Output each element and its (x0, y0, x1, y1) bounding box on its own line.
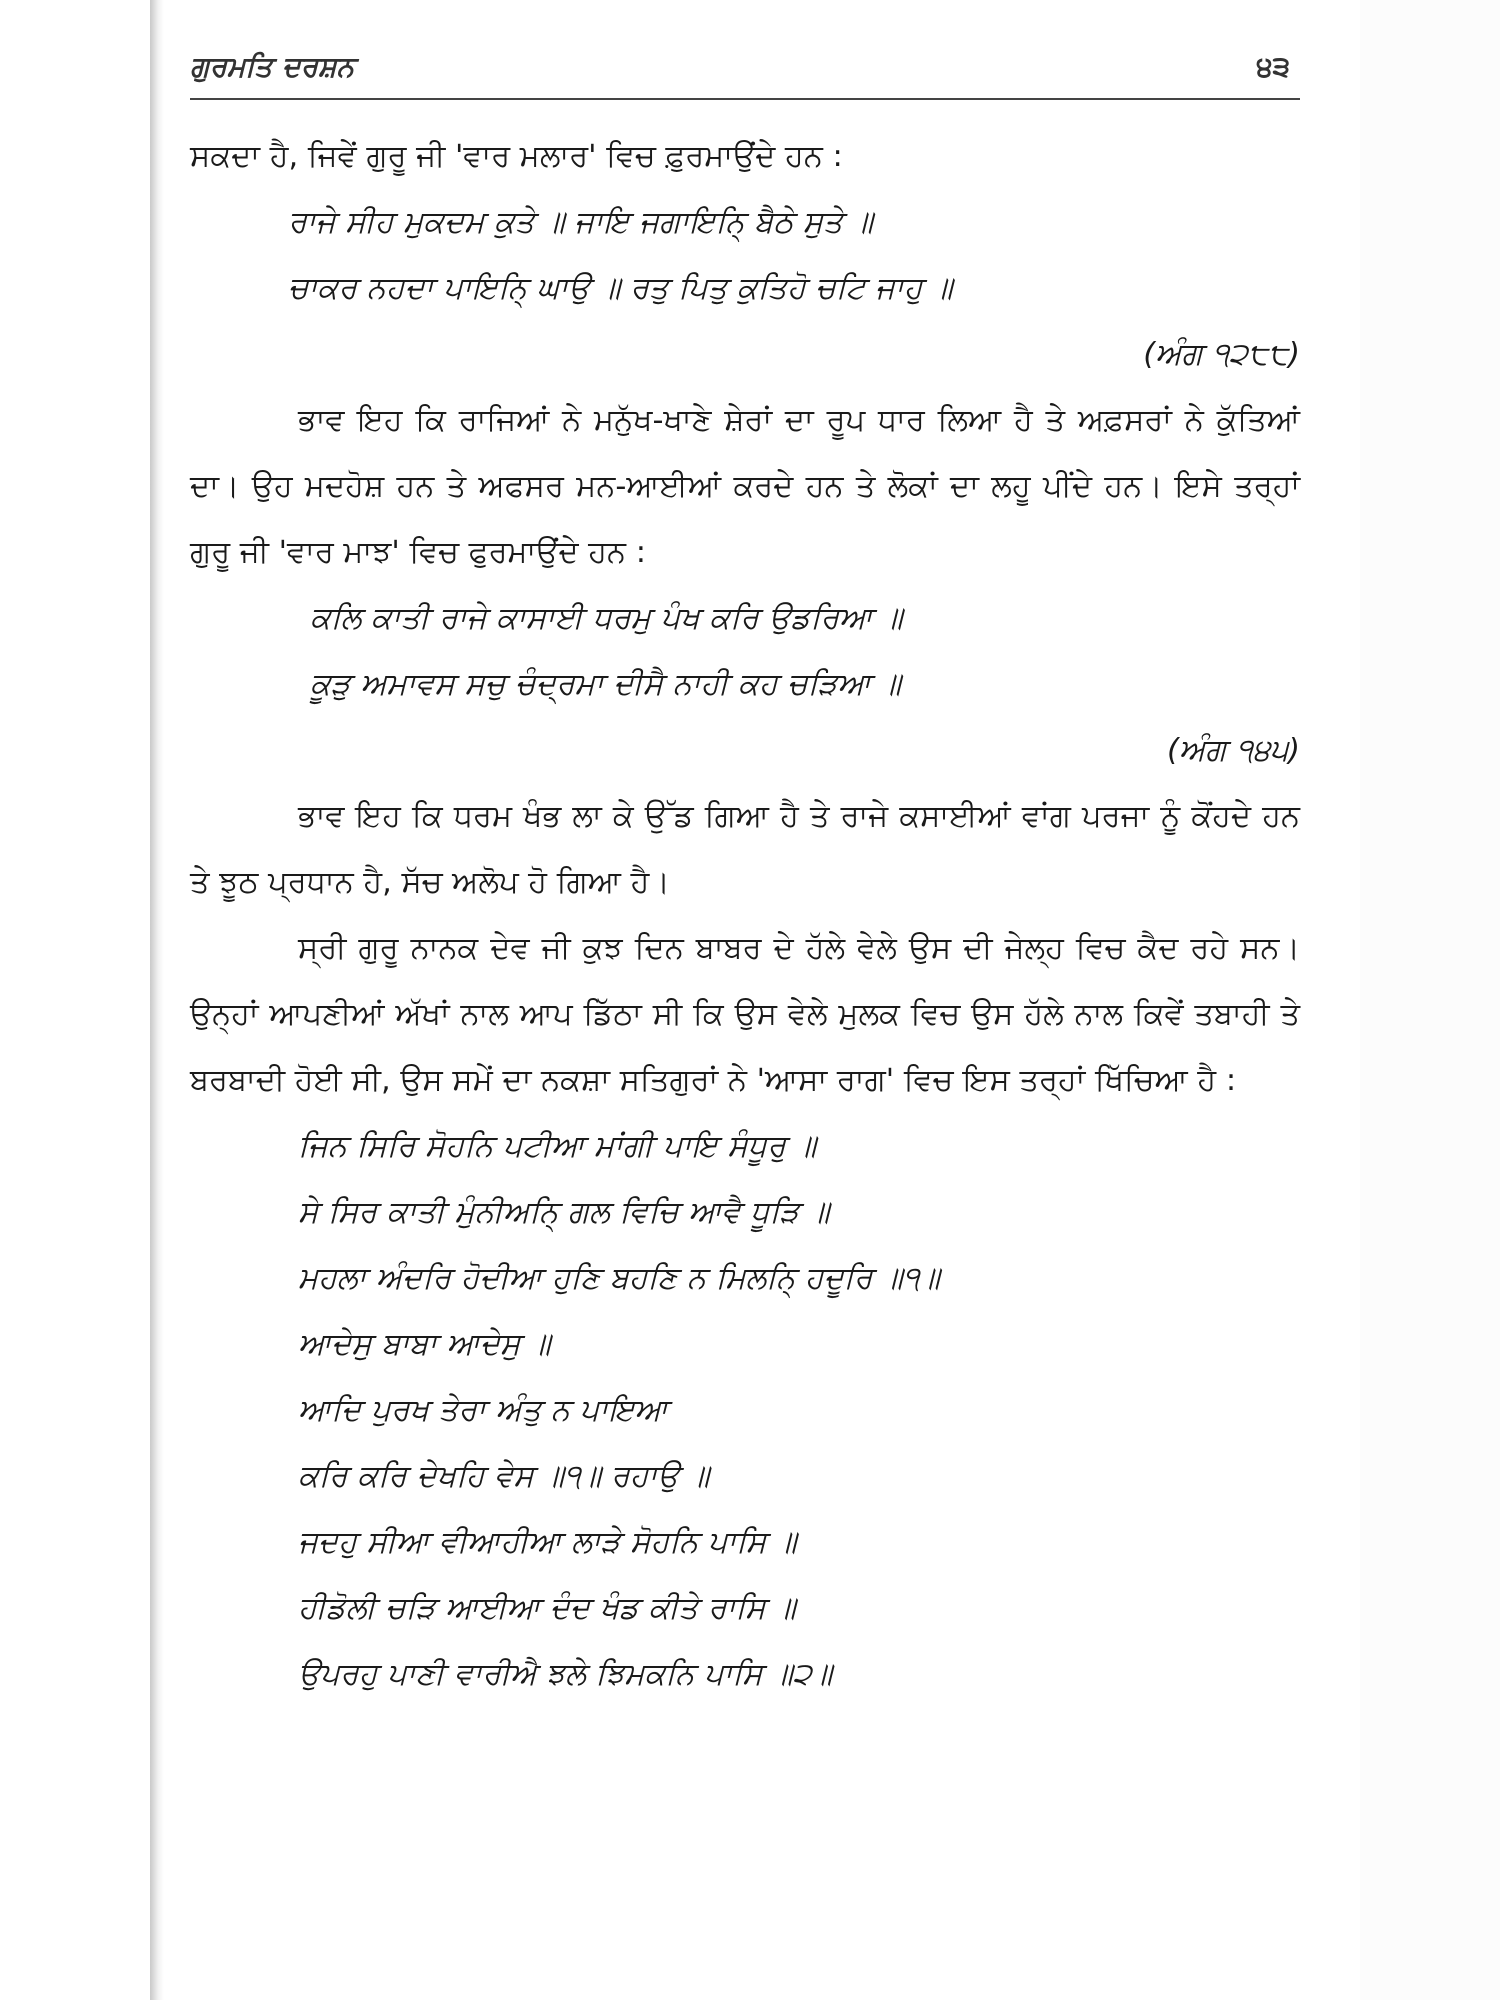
verse-block-2 (190, 586, 1300, 718)
paragraph: ਭਾਵ ਇਹ ਕਿ ਰਾਜਿਆਂ ਨੇ ਮਨੁੱਖ-ਖਾਣੇ ਸ਼ੇਰਾਂ ਦਾ ਰੂਪ ਧਾਰ ਲਿਆ ਹੈ ਤੇ ਅਫ਼ਸਰਾਂ ਨੇ ਕੁੱਤਿਆਂ ਦਾ। ਉਹ ਮਦਹੋਸ਼ ਹਨ ਤੇ ਅਫਸਰ ਮਨ-ਆਈਆਂ ਕਰਦੇ ਹਨ ਤੇ ਲੋਕਾਂ ਦਾ ਲਹੂ ਪੀਂਦੇ ਹਨ। ਇਸੇ ਤਰ੍ਹਾਂ ਗੁਰੂ ਜੀ 'ਵਾਰ ਮਾਝ' ਵਿਚ ਫੁਰਮਾਉਂਦੇ ਹਨ : (190, 403, 1300, 570)
verse-line: ਸੇ ਸਿਰ ਕਾਤੀ ਮੁੰਨੀਅਨਿ੍ ਗਲ ਵਿਚਿ ਆਵੈ ਧੂੜਿ ॥ (298, 1195, 830, 1230)
verse-line: ਕਲਿ ਕਾਤੀ ਰਾਜੇ ਕਾਸਾਈ ਧਰਮੁ ਪੰਖ ਕਰਿ ਉਡਰਿਆ ॥ (310, 601, 903, 636)
running-title: ਗੁਰਮਤਿ ਦਰਸ਼ਨ (190, 50, 355, 83)
verse-line: ਚਾਕਰ ਨਹਦਾ ਪਾਇਨਿ੍ ਘਾਉ ॥ ਰਤੁ ਪਿਤੁ ਕੁਤਿਹੋ ਚਟਿ ਜਾਹੁ ॥ (288, 271, 953, 306)
verse-line: ਆਦਿ ਪੁਰਖ ਤੇਰਾ ਅੰਤੁ ਨ ਪਾਇਆ (298, 1393, 668, 1428)
paragraph-continuation: ਸਕਦਾ ਹੈ, ਜਿਵੇਂ ਗੁਰੂ ਜੀ 'ਵਾਰ ਮਲਾਰ' ਵਿਚ ਫ਼ੁਰਮਾਉਂਦੇ ਹਨ : (190, 139, 843, 174)
verse-line: ਰਾਜੇ ਸੀਹ ਮੁਕਦਮ ਕੁਤੇ ॥ ਜਾਇ ਜਗਾਇਨਿ੍ ਬੈਠੇ ਸੁਤੇ ॥ (288, 205, 873, 240)
page-number: ੪੩ (1256, 50, 1290, 83)
verse-line: ਜਦਹੁ ਸੀਆ ਵੀਆਹੀਆ ਲਾੜੇ ਸੋਹਨਿ ਪਾਸਿ ॥ (298, 1525, 797, 1560)
verse-block-3 (190, 1114, 1300, 1708)
paragraph: ਸ੍ਰੀ ਗੁਰੂ ਨਾਨਕ ਦੇਵ ਜੀ ਕੁਝ ਦਿਨ ਬਾਬਰ ਦੇ ਹੱਲੇ ਵੇਲੇ ਉਸ ਦੀ ਜੇਲ੍ਹ ਵਿਚ ਕੈਦ ਰਹੇ ਸਨ। ਉਨ੍ਹਾਂ ਆਪਣੀਆਂ ਅੱਖਾਂ ਨਾਲ ਆਪ ਡਿੱਠਾ ਸੀ ਕਿ ਉਸ ਵੇਲੇ ਮੁਲਕ ਵਿਚ ਉਸ ਹੱਲੇ ਨਾਲ ਕਿਵੇਂ ਤਬਾਹੀ ਤੇ ਬਰਬਾਦੀ ਹੋਈ ਸੀ, ਉਸ ਸਮੇਂ ਦਾ ਨਕਸ਼ਾ ਸਤਿਗੁਰਾਂ ਨੇ 'ਆਸਾ ਰਾਗ' ਵਿਚ ਇਸ ਤਰ੍ਹਾਂ ਖਿੱਚਿਆ ਹੈ : (190, 931, 1300, 1098)
verse-line: ਮਹਲਾ ਅੰਦਰਿ ਹੋਦੀਆ ਹੁਣਿ ਬਹਣਿ ਨ ਮਿਲਨਿ੍ ਹਦੂਰਿ ॥੧॥ (298, 1261, 940, 1296)
verse-line: ਜਿਨ ਸਿਰਿ ਸੋਹਨਿ ਪਟੀਆ ਮਾਂਗੀ ਪਾਇ ਸੰਧੂਰੁ ॥ (298, 1129, 817, 1164)
paragraph: ਭਾਵ ਇਹ ਕਿ ਧਰਮ ਖੰਭ ਲਾ ਕੇ ਉੱਡ ਗਿਆ ਹੈ ਤੇ ਰਾਜੇ ਕਸਾਈਆਂ ਵਾਂਗ ਪਰਜਾ ਨੂੰ ਕੋਂਹਦੇ ਹਨ ਤੇ ਝੂਠ ਪ੍ਰਧਾਨ ਹੈ, ਸੱਚ ਅਲੋਪ ਹੋ ਗਿਆ ਹੈ। (190, 799, 1300, 900)
scripture-reference: (ਅੰਗ ੧੪੫) (1166, 733, 1300, 768)
binding-shadow (150, 0, 164, 2000)
facing-page-bleed (1360, 0, 1500, 2000)
scripture-reference: (ਅੰਗ ੧੨੮੮) (1143, 337, 1300, 372)
page-header (190, 46, 1290, 90)
page-body (190, 124, 1300, 1708)
header-rule (190, 98, 1300, 100)
verse-line: ਕਰਿ ਕਰਿ ਦੇਖਹਿ ਵੇਸ ॥੧॥ ਰਹਾਉ ॥ (298, 1459, 710, 1494)
verse-line: ਆਦੇਸੁ ਬਾਬਾ ਆਦੇਸੁ ॥ (298, 1327, 551, 1362)
verse-line: ਹੀਡੋਲੀ ਚੜਿ ਆਈਆ ਦੰਦ ਖੰਡ ਕੀਤੇ ਰਾਸਿ ॥ (298, 1591, 796, 1626)
verse-line: ਕੂੜੁ ਅਮਾਵਸ ਸਚੁ ਚੰਦ੍ਰਮਾ ਦੀਸੈ ਨਾਹੀ ਕਹ ਚੜਿਆ ॥ (310, 667, 901, 702)
verse-block-1 (190, 190, 1300, 322)
verse-line: ਉਪਰਹੁ ਪਾਣੀ ਵਾਰੀਐ ਝਲੇ ਝਿਮਕਨਿ ਪਾਸਿ ॥੨॥ (298, 1657, 833, 1692)
